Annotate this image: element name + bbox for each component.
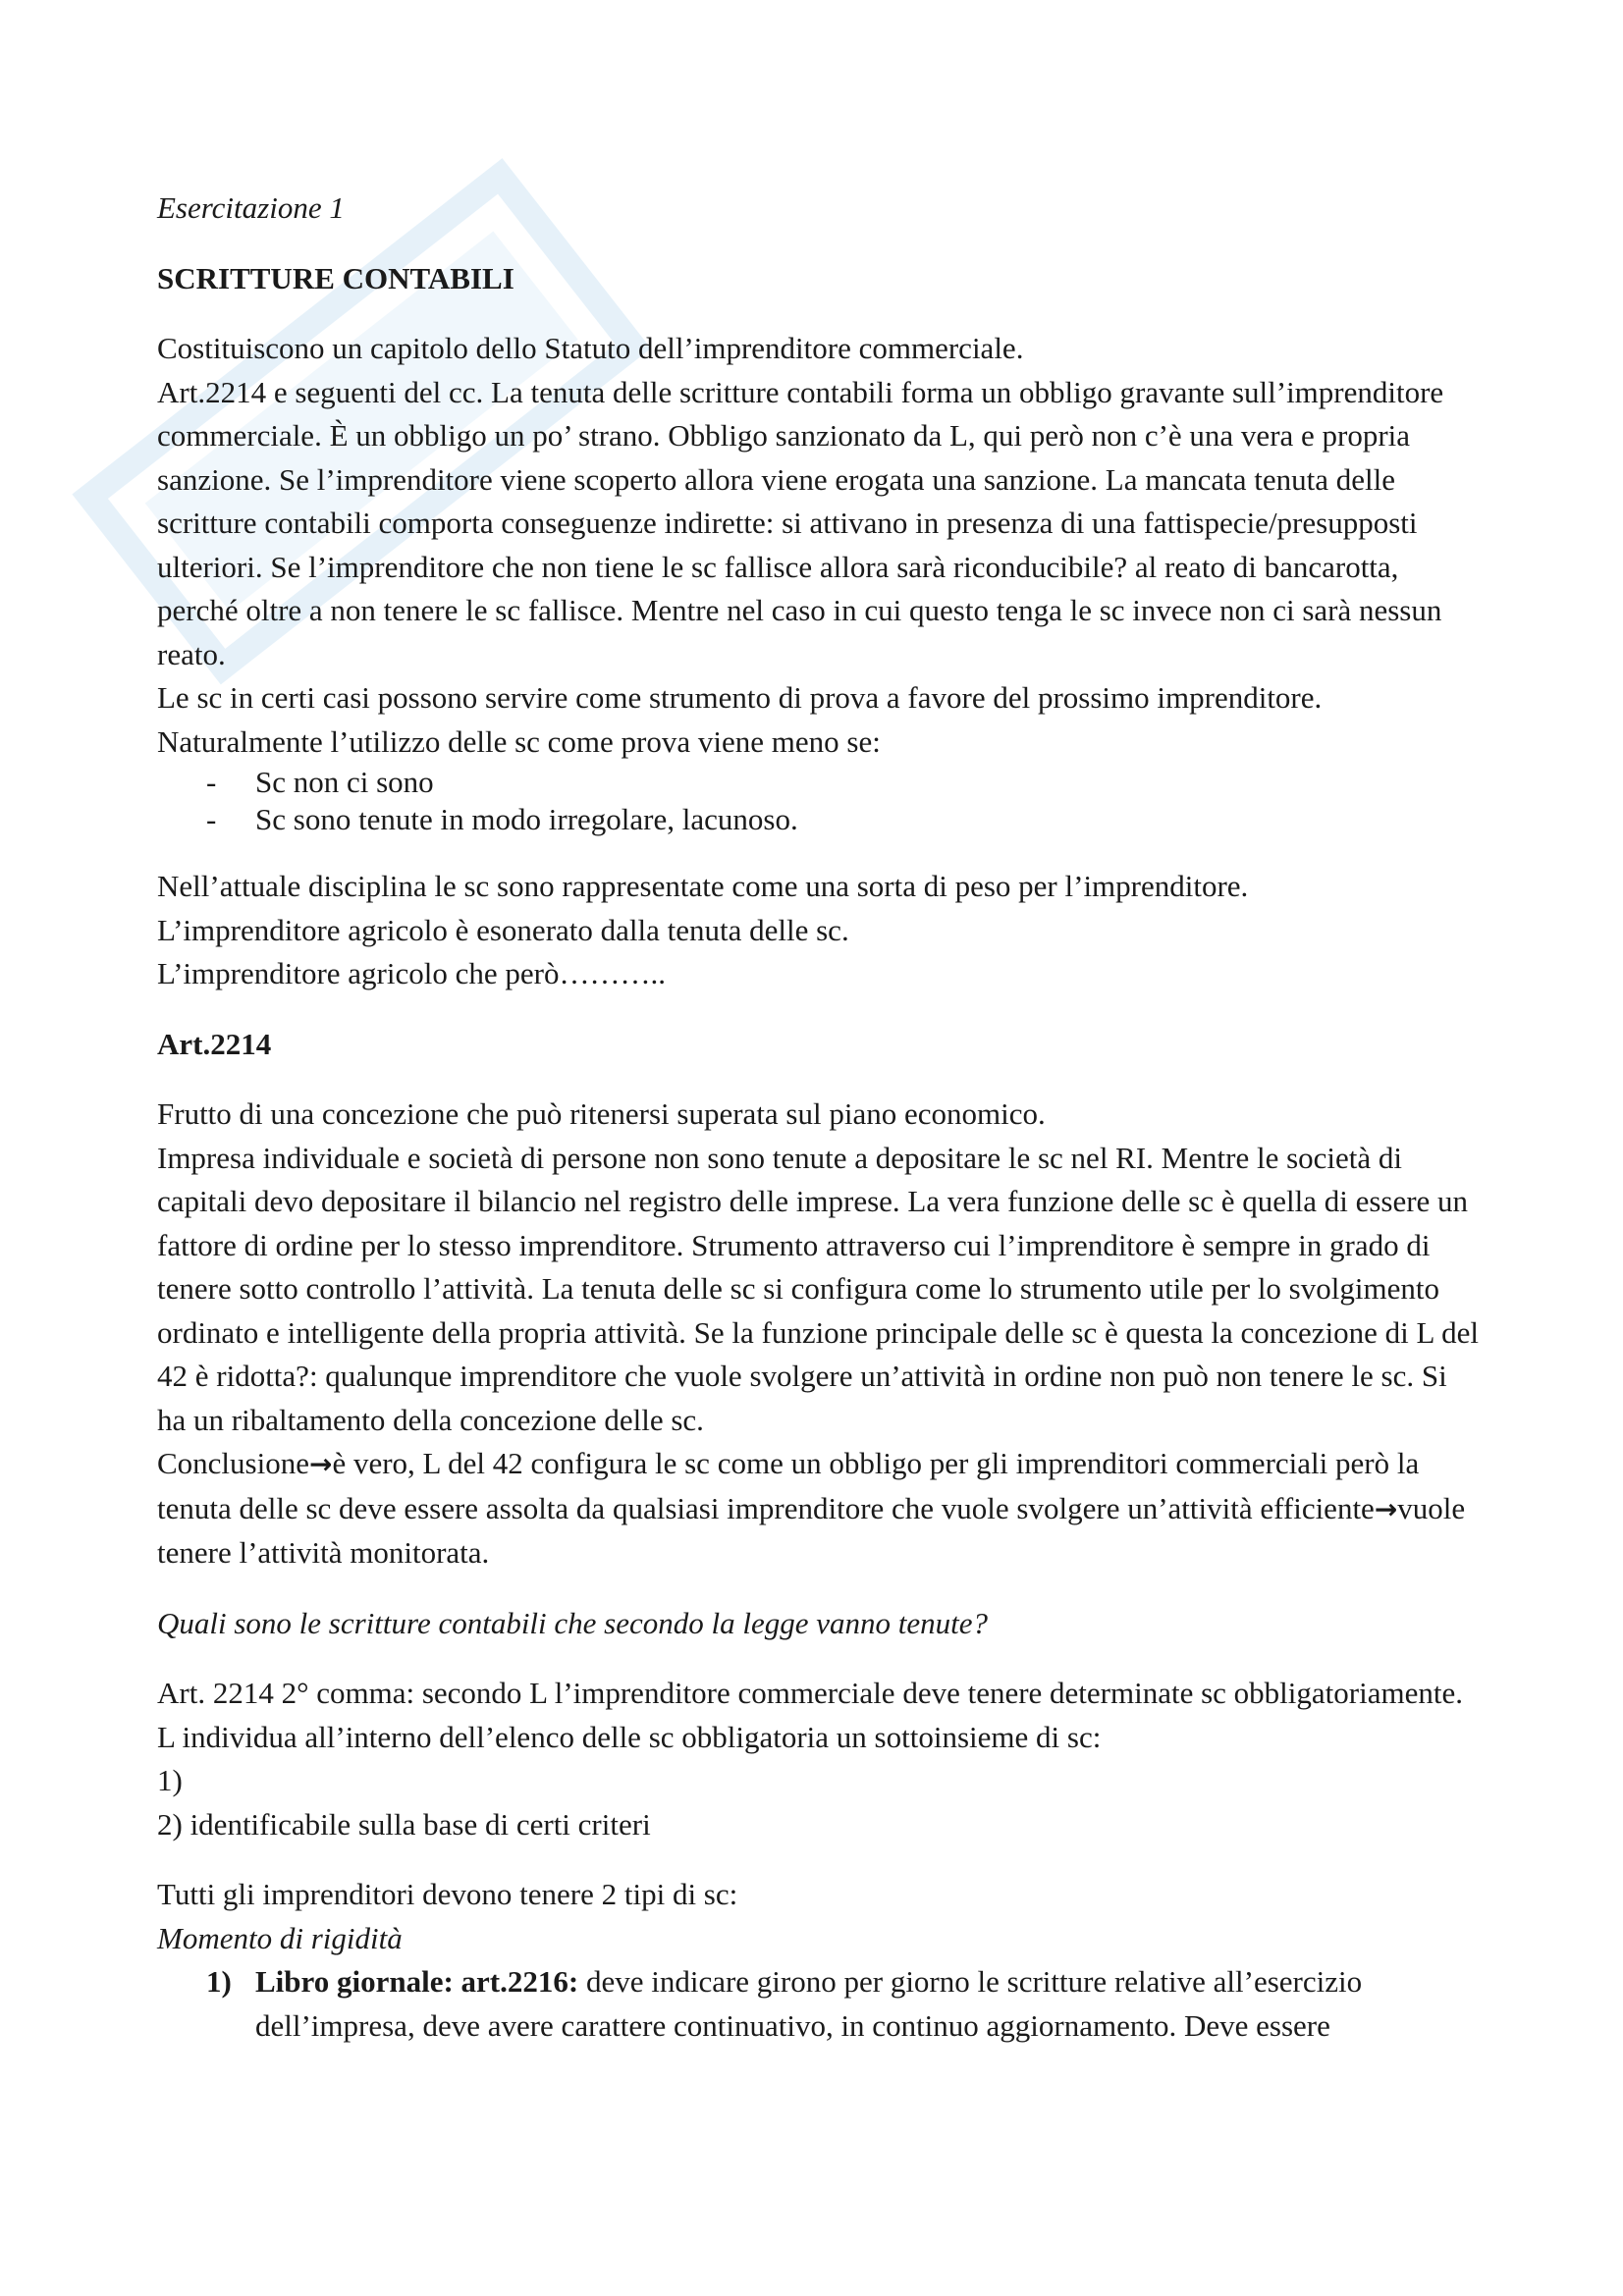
conclusion-label: Conclusione — [157, 1446, 309, 1480]
discipline-section — [157, 865, 1483, 996]
conclusion-text: è vero, L del 42 configura le sc come un obbligo per gli imprenditori commerciali però la tenuta delle sc deve essere assolta da qualsiasi imprenditore che vuole svolgere un’attività efficiente — [157, 1446, 1420, 1525]
types-line: Tutti gli imprenditori devono tenere 2 tipi di sc: — [157, 1877, 738, 1911]
types-subheading: Momento di rigidità — [157, 1920, 403, 1955]
intro-paragraph: Art.2214 e seguenti del cc. La tenuta delle scritture contabili forma un obbligo gravante sull’imprenditore commerciale. È un obbligo un po’ strano. Obbligo sanzionato da L, qui però non c’è una vera e propria sanzione. Se l’imprenditore viene scoperto allora viene erogata una sanzione. La mancata tenuta delle scritture contabili comporta conseguenze indirette: si attivano in presenza di una fattispecie/presupposti ulteriori. Se l’imprenditore che non tiene le sc fallisce allora sarà riconducibile? al reato di bancarotta, perché oltre a non tenere le sc fallisce. Mentre nel caso in cui questo tenga le sc invece non ci sarà nessun reato. — [157, 374, 1444, 671]
article-section — [157, 1093, 1483, 1575]
list-item-text: deve indicare girono per giorno le scritture relative all’esercizio dell’impresa, deve avere carattere continuativo, in continuo aggiornamento. Deve essere — [255, 1964, 1363, 2043]
intro-line: Costituiscono un capitolo dello Statuto dell’imprenditore commerciale. — [157, 331, 1024, 365]
document-page — [157, 187, 1483, 2048]
comma-item: 2) identificabile sulla base di certi criteri — [157, 1806, 651, 1842]
list-number: 1) — [206, 1964, 232, 1999]
discipline-line: Nell’attuale disciplina le sc sono rappresentate come una sorta di peso per l’imprenditore. — [157, 869, 1249, 903]
article-heading: Art.2214 — [157, 1026, 272, 1061]
dash-bullet: - — [206, 802, 217, 836]
document-heading: Esercitazione 1 — [157, 190, 345, 225]
list-item-text: Sc non ci sono — [255, 765, 434, 799]
numbered-list — [157, 1960, 1483, 2048]
list-item-label: Libro giornale: art.2216: — [255, 1964, 579, 1999]
dash-bullet: - — [206, 765, 217, 799]
conclusion-end: vuole tenere l’attività monitorata. — [157, 1490, 1466, 1570]
list-item — [157, 1960, 1483, 2048]
section-title: SCRITTURE CONTABILI — [157, 260, 514, 295]
list-item — [157, 801, 1483, 838]
discipline-line: L’imprenditore agricolo è esonerato dalla tenuta delle sc. — [157, 912, 849, 947]
list-item-text: Sc sono tenute in modo irregolare, lacunoso. — [255, 802, 798, 836]
intro-line: Naturalmente l’utilizzo delle sc come prova viene meno se: — [157, 723, 881, 759]
right-arrow-icon: → — [1374, 1492, 1398, 1525]
article-line: Frutto di una concezione che può ritenersi superata sul piano economico. — [157, 1096, 1046, 1131]
dash-list — [157, 764, 1483, 838]
right-arrow-icon: → — [309, 1448, 333, 1480]
list-item — [157, 764, 1483, 801]
comma-paragraph: Art. 2214 2° comma: secondo L l’imprenditore commerciale deve tenere determinate sc obbligatoriamente. L individua all’interno dell’elenco delle sc obbligatoria un sottoinsieme di sc: — [157, 1676, 1463, 1754]
conclusion-paragraph — [157, 1442, 1483, 1575]
intro-line: Le sc in certi casi possono servire come strumento di prova a favore del prossimo imprenditore. — [157, 680, 1323, 715]
question-heading: Quali sono le scritture contabili che secondo la legge vanno tenute? — [157, 1605, 989, 1640]
comma-section — [157, 1672, 1483, 1846]
discipline-line: L’imprenditore agricolo che però……….. — [157, 956, 666, 990]
article-paragraph: Impresa individuale e società di persone non sono tenute a depositare le sc nel RI. Mentre le società di capitali devo depositare il bilancio nel registro delle imprese. La vera funzione delle sc è quella di essere un fattore di ordine per lo stesso imprenditore. Strumento attraverso cui l’imprenditore è sempre in grado di tenere sotto controllo l’attività. La tenuta delle sc si configura come lo strumento utile per lo svolgimento ordinato e intelligente della propria attività. Se la funzione principale delle sc è questa la concezione di L del 42 è ridotta?: qualunque imprenditore che vuole svolgere un’attività in ordine non può non tenere le sc. Si ha un ribaltamento della concezione delle sc. — [157, 1140, 1479, 1437]
intro-section — [157, 327, 1483, 764]
comma-item: 1) — [157, 1763, 183, 1797]
types-section — [157, 1873, 1483, 1960]
